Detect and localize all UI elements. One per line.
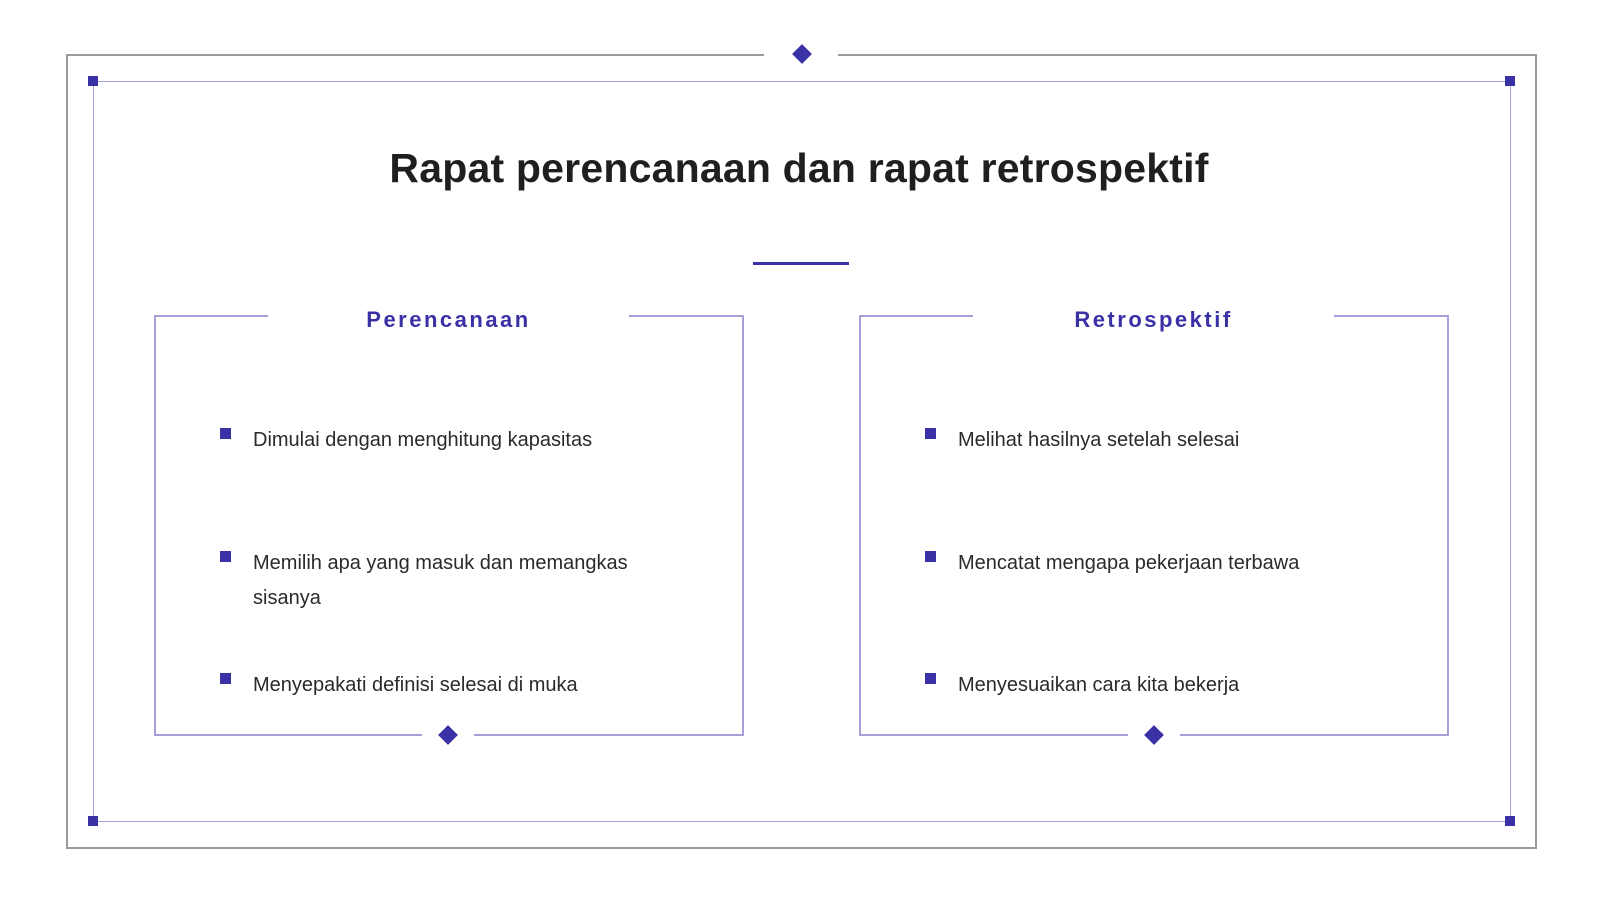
list-item: Dimulai dengan menghitung kapasitas [253,429,593,451]
panel-right-line [1447,315,1449,736]
bullet-marker [220,551,231,562]
bullet-marker [220,428,231,439]
panel-bottom-right-line [1180,734,1449,736]
list-item: Menyesuaikan cara kita bekerja [958,674,1240,696]
inner-frame-right [1510,81,1511,822]
panel-left-line [859,315,861,736]
panel-right-line [742,315,744,736]
inner-frame-top [93,81,1510,82]
title-underline [753,262,849,265]
list-item: Memilih apa yang masuk dan memangkas sisanya [253,552,628,609]
list-item: Melihat hasilnya setelah selesai [958,429,1240,451]
panel-top-left-line [154,315,268,317]
panel-bottom-diamond [1144,725,1164,745]
panel-heading: Perencanaan [366,307,531,332]
outer-frame-top-right [838,54,1537,56]
corner-square-bottom-right [1505,816,1515,826]
bullet-marker [220,673,231,684]
inner-frame-left [93,81,94,822]
outer-frame-bottom [66,847,1537,849]
panel-bottom-right-line [474,734,744,736]
slide-title: Rapat perencanaan dan rapat retrospektif [389,145,1209,191]
panel-heading: Retrospektif [1074,307,1233,332]
bullet-marker [925,428,936,439]
top-diamond-ornament [792,44,812,64]
panel-top-right-line [1334,315,1449,317]
panel-top-left-line [859,315,973,317]
panel-left-line [154,315,156,736]
corner-square-top-left [88,76,98,86]
inner-frame-bottom [93,821,1510,822]
corner-square-bottom-left [88,816,98,826]
outer-frame-top-left [66,54,764,56]
panel-bottom-left-line [859,734,1128,736]
panel-bottom-left-line [154,734,422,736]
panel-bottom-diamond [438,725,458,745]
list-item: Menyepakati definisi selesai di muka [253,674,578,696]
corner-square-top-right [1505,76,1515,86]
panel-top-right-line [629,315,744,317]
list-item: Mencatat mengapa pekerjaan terbawa [958,552,1300,574]
bullet-marker [925,673,936,684]
bullet-marker [925,551,936,562]
